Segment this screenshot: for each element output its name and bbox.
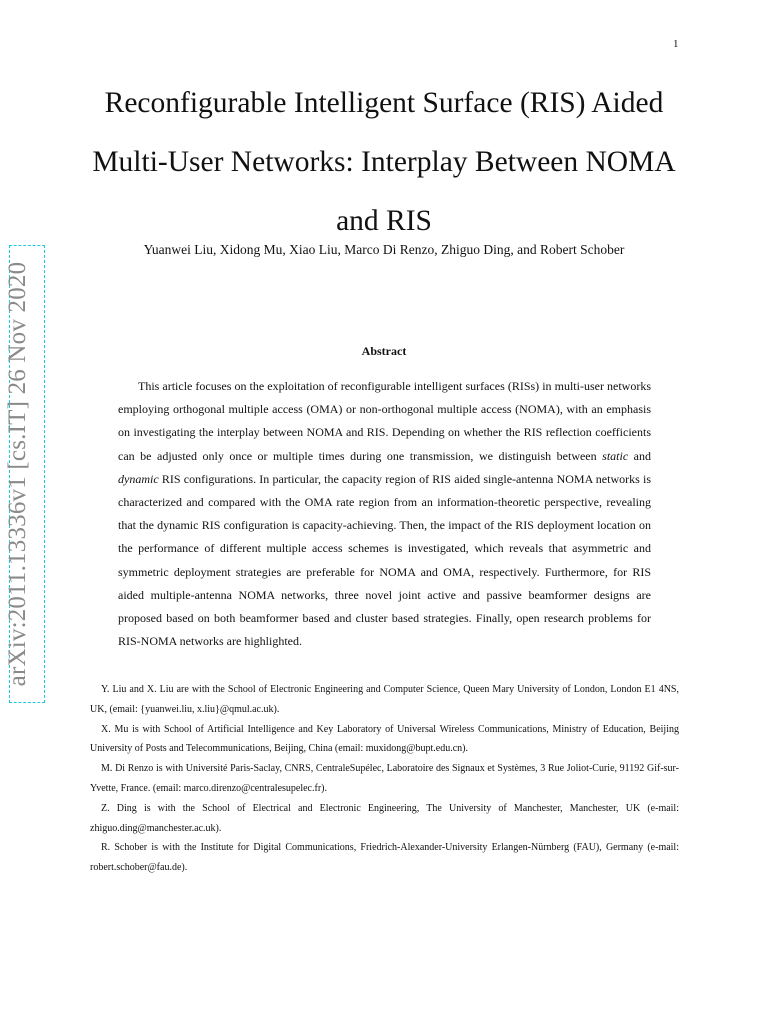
abstract-text	[118, 375, 651, 653]
affiliation-footnotes	[90, 680, 679, 878]
abstract-text-part-2: and	[628, 448, 651, 463]
footnote-mu: X. Mu is with School of Artificial Intelligence and Key Laboratory of Universal Wireless Communications, Ministry of Education, Beijing University of Posts and Telecommunications, Beijing, China (email: muxidong@bupt.edu.cn).	[90, 723, 679, 755]
abstract-heading: Abstract	[361, 344, 407, 358]
footnote-di-renzo: M. Di Renzo is with Université Paris-Saclay, CNRS, CentraleSupélec, Laboratoire des Signaux et Systèmes, 3 Rue Joliot-Curie, 91192 Gif-sur-Yvette, France. (email: marco.direnzo@centralesupelec.fr).	[90, 763, 679, 794]
abstract-term-dynamic: dynamic	[118, 471, 159, 486]
footnote-liu: Y. Liu and X. Liu are with the School of Electronic Engineering and Computer Science, Queen Mary University of London, London E1 4NS, UK, (email: {yuanwei.liu, x.liu}@qmul.ac.uk).	[90, 684, 679, 715]
author-list: Yuanwei Liu, Xidong Mu, Xiao Liu, Marco Di Renzo, Zhiguo Ding, and Robert Schober	[143, 242, 625, 257]
footnote-ding: Z. Ding is with the School of Electrical and Electronic Engineering, The University of Manchester, Manchester, UK (e-mail: zhiguo.ding@manchester.ac.uk).	[90, 802, 679, 834]
arxiv-identifier[interactable]: arXiv:2011.13336v1 [cs.IT] 26 Nov 2020	[4, 261, 31, 687]
abstract-text-part-3: RIS configurations. In particular, the capacity region of RIS aided single-antenna NOMA networks is characterized and compared with the OMA rate region from an information-theoretic perspective, revealing that the dynamic RIS configuration is capacity-achieving. Then, the impact of the RIS deployment location on the performance of different multiple access schemes is investigated, which reveals that asymmetric and symmetric deployment strategies are preferable for NOMA and OMA, respectively. Furthermore, for RIS aided multiple-antenna NOMA networks, three novel joint active and passive beamformer designs are proposed based on both beamformer based and cluster based strategies. Finally, open research problems for RIS-NOMA networks are highlighted.	[118, 471, 651, 649]
abstract-text-part-1: This article focuses on the exploitation of reconfigurable intelligent surfaces (RISs) in multi-user networks employing orthogonal multiple access (OMA) or non-orthogonal multiple access (NOMA), with an emphasis on investigating the interplay between NOMA and RIS. Depending on whether the RIS reflection coefficients can be adjusted only once or multiple times during one transmission, we distinguish between	[118, 379, 651, 463]
footnote-schober: R. Schober is with the Institute for Digital Communications, Friedrich-Alexander-University Erlangen-Nürnberg (FAU), Germany (e-mail: robert.schober@fau.de).	[90, 842, 679, 874]
paper-title: Reconfigurable Intelligent Surface (RIS) Aided Multi-User Networks: Interplay Between NOMA and RIS	[92, 87, 676, 237]
abstract-term-static: static	[602, 448, 629, 463]
page-number: 1	[673, 38, 679, 50]
